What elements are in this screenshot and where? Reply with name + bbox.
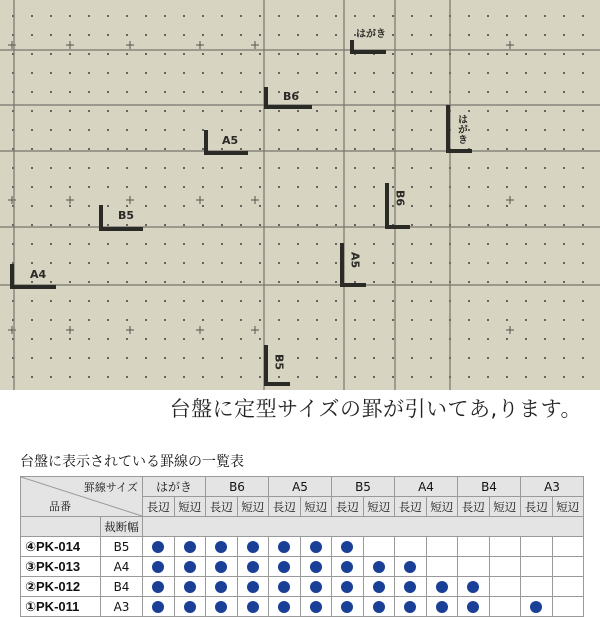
filled-dot-icon [467, 601, 479, 613]
ruled-line-table [20, 476, 584, 617]
filled-dot-icon [152, 541, 164, 553]
svg-text:B6: B6 [283, 90, 300, 103]
filled-dot-icon [436, 601, 448, 613]
filled-dot-icon [184, 601, 196, 613]
filled-dot-icon [341, 541, 353, 553]
filled-dot-icon [152, 581, 164, 593]
edge-short: 短辺 [300, 497, 332, 517]
mark-cell [143, 577, 175, 597]
edge-long: 長辺 [521, 497, 553, 517]
filled-dot-icon [310, 601, 322, 613]
mark-cell [300, 557, 332, 577]
mark-cell [489, 577, 521, 597]
table-title: 台盤に表示されている罫線の一覧表 [20, 454, 244, 470]
size-header-hagaki: はがき [143, 477, 206, 497]
edge-short: 短辺 [174, 497, 206, 517]
header-product-code-label: 品番 [49, 500, 71, 513]
cut-width: A4 [101, 557, 143, 577]
filled-dot-icon [215, 561, 227, 573]
filled-dot-icon [436, 581, 448, 593]
filled-dot-icon [404, 601, 416, 613]
svg-text:B5: B5 [272, 354, 286, 371]
product-code: ②PK-012 [21, 577, 101, 597]
filled-dot-icon [215, 541, 227, 553]
svg-text:はがき: はがき [455, 114, 467, 144]
mark-cell [206, 537, 238, 557]
mark-cell [426, 537, 458, 557]
mark-cell [521, 577, 553, 597]
edge-short: 短辺 [426, 497, 458, 517]
svg-text:A5: A5 [222, 134, 239, 147]
cut-width-header: 裁断幅 [101, 517, 143, 537]
header-blank-band [143, 517, 584, 537]
edge-short: 短辺 [489, 497, 521, 517]
edge-long: 長辺 [458, 497, 490, 517]
mark-cell [269, 537, 301, 557]
filled-dot-icon [341, 601, 353, 613]
edge-short: 短辺 [237, 497, 269, 517]
edge-long: 長辺 [395, 497, 427, 517]
mark-cell [426, 557, 458, 577]
mark-cell [269, 557, 301, 577]
filled-dot-icon [341, 561, 353, 573]
mark-cell [332, 577, 364, 597]
filled-dot-icon [152, 561, 164, 573]
svg-text:A4: A4 [30, 268, 47, 281]
filled-dot-icon [373, 561, 385, 573]
mark-cell [363, 577, 395, 597]
mark-cell [426, 577, 458, 597]
mark-cell [174, 537, 206, 557]
mark-cell [458, 577, 490, 597]
filled-dot-icon [310, 581, 322, 593]
filled-dot-icon [278, 581, 290, 593]
filled-dot-icon [467, 581, 479, 593]
mark-cell [521, 557, 553, 577]
table-row-cut-width [21, 517, 584, 537]
edge-long: 長辺 [206, 497, 238, 517]
product-code: ④PK-014 [21, 537, 101, 557]
filled-dot-icon [530, 601, 542, 613]
mark-cell [332, 537, 364, 557]
filled-dot-icon [278, 561, 290, 573]
filled-dot-icon [215, 581, 227, 593]
mark-cell [363, 557, 395, 577]
board-caption: 台盤に定型サイズの罫が引いてあ,ります。 [169, 397, 582, 421]
mark-cell [206, 577, 238, 597]
mark-cell [174, 557, 206, 577]
cut-width: B4 [101, 577, 143, 597]
size-header-b6: B6 [206, 477, 269, 497]
mark-cell [143, 557, 175, 577]
product-code: ③PK-013 [21, 557, 101, 577]
mark-cell [458, 557, 490, 577]
table-row [21, 577, 584, 597]
header-ruled-size-label: 罫線サイズ [83, 481, 138, 494]
cut-width: A3 [101, 597, 143, 617]
svg-text:A5: A5 [348, 252, 362, 269]
size-header-b4: B4 [458, 477, 521, 497]
mark-cell [174, 577, 206, 597]
mark-cell [300, 577, 332, 597]
svg-text:B6: B6 [393, 190, 407, 207]
mark-cell [395, 537, 427, 557]
edge-short: 短辺 [363, 497, 395, 517]
mark-cell [489, 557, 521, 577]
filled-dot-icon [247, 581, 259, 593]
size-header-b5: B5 [332, 477, 395, 497]
mark-cell [552, 557, 584, 577]
filled-dot-icon [184, 581, 196, 593]
mark-cell [395, 557, 427, 577]
mark-cell [269, 577, 301, 597]
mark-cell [237, 577, 269, 597]
filled-dot-icon [215, 601, 227, 613]
size-header-a4: A4 [395, 477, 458, 497]
mark-cell [552, 537, 584, 557]
mark-cell [363, 537, 395, 557]
mark-cell [237, 537, 269, 557]
edge-short: 短辺 [552, 497, 584, 517]
header-diagonal-cell [21, 477, 143, 517]
filled-dot-icon [152, 601, 164, 613]
cut-width: B5 [101, 537, 143, 557]
filled-dot-icon [247, 561, 259, 573]
svg-text:はがき: はがき [356, 29, 386, 40]
filled-dot-icon [373, 581, 385, 593]
mark-cell [143, 537, 175, 557]
filled-dot-icon [247, 541, 259, 553]
size-header-a3: A3 [521, 477, 584, 497]
mark-cell [521, 537, 553, 557]
edge-long: 長辺 [269, 497, 301, 517]
product-code: ①PK-011 [21, 597, 101, 617]
edge-long: 長辺 [332, 497, 364, 517]
filled-dot-icon [184, 561, 196, 573]
edge-long: 長辺 [143, 497, 175, 517]
filled-dot-icon [278, 541, 290, 553]
table-row [21, 557, 584, 577]
mark-cell [552, 577, 584, 597]
filled-dot-icon [247, 601, 259, 613]
filled-dot-icon [341, 581, 353, 593]
mark-cell [458, 537, 490, 557]
mark-cell [489, 537, 521, 557]
mark-cell [300, 537, 332, 557]
table-header-row-sizes [21, 477, 584, 497]
filled-dot-icon [404, 581, 416, 593]
mark-cell [206, 557, 238, 577]
filled-dot-icon [310, 561, 322, 573]
table-row [21, 537, 584, 557]
filled-dot-icon [404, 561, 416, 573]
size-header-a5: A5 [269, 477, 332, 497]
filled-dot-icon [373, 601, 385, 613]
filled-dot-icon [310, 541, 322, 553]
svg-text:B5: B5 [118, 209, 135, 222]
mark-cell [237, 557, 269, 577]
filled-dot-icon [278, 601, 290, 613]
mark-cell [395, 577, 427, 597]
filled-dot-icon [184, 541, 196, 553]
row-spacer-cell [21, 517, 101, 537]
mark-cell [332, 557, 364, 577]
